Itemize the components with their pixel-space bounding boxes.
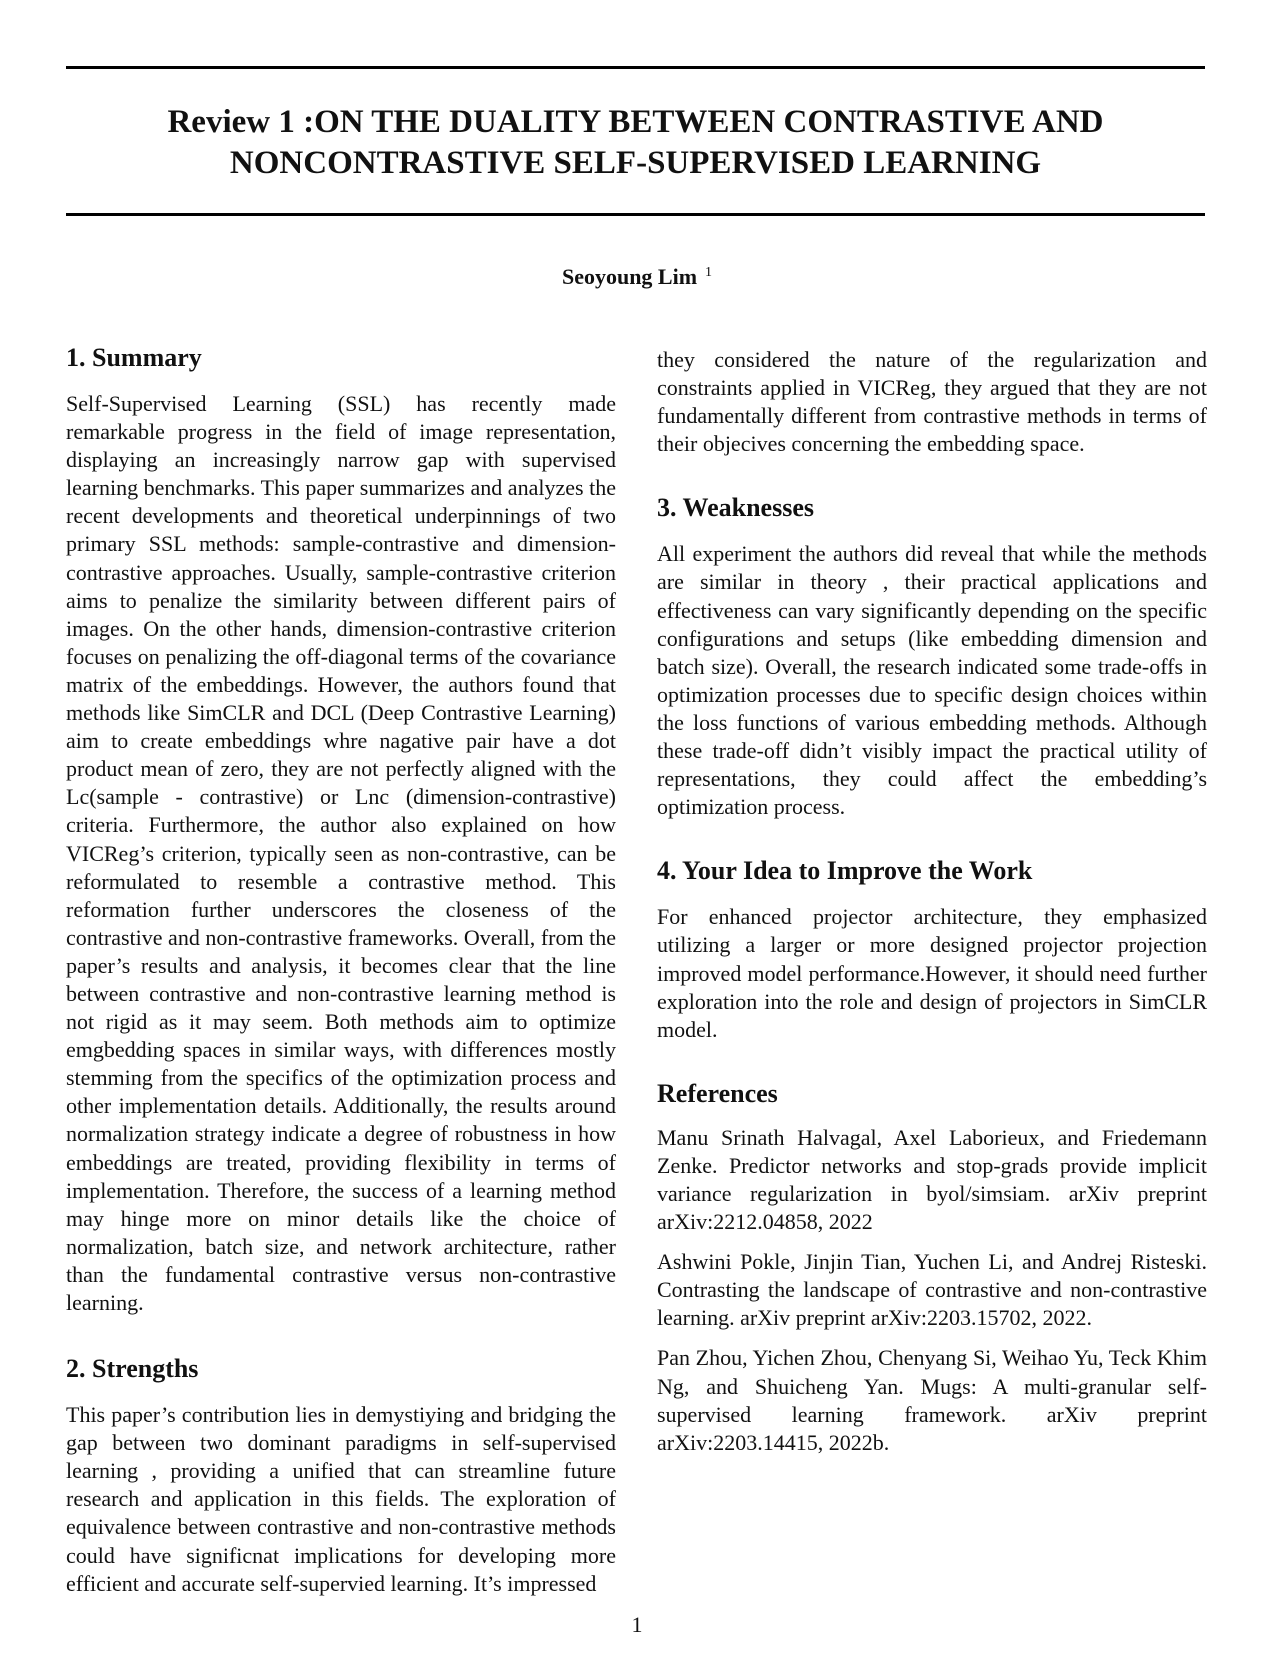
strengths-heading: 2. Strengths [66,1354,199,1384]
author-line [0,264,1274,290]
idea-heading: 4. Your Idea to Improve the Work [657,856,1033,886]
summary-heading: 1. Summary [66,343,202,372]
idea-body: For enhanced projector architecture, they emphasized utilizing a larger or more designed projector projection improved model performance.However, it should need further exploration into the role and design of projectors in SimCLR model. [657,904,1207,1042]
page-number: 1 [631,1612,643,1637]
title-line-1: Review 1 :ON THE DUALITY BETWEEN CONTRASTIVE AND [167,104,1104,140]
right-column [657,346,1207,1469]
strengths-body-continued: they considered the nature of the regularization and constraints applied in VICReg, they argued that they are not fundamentally different from contrastive methods in terms of their objecives concerning the embedding space. [657,347,1207,457]
title-line-2: NONCONTRASTIVE SELF-SUPERVISED LEARNING [229,145,1042,181]
reference-item: Manu Srinath Halvagal, Axel Laborieux, and Friedemann Zenke. Predictor networks and stop-grads provide implicit variance regularization in byol/simsiam. arXiv preprint arXiv:2212.04858, 2022 [657,1124,1207,1235]
author-affiliation-mark: 1 [705,264,713,280]
paper-title [66,102,1205,184]
weaknesses-heading: 3. Weaknesses [657,493,814,523]
reference-item: Pan Zhou, Yichen Zhou, Chenyang Si, Weihao Yu, Teck Khim Ng, and Shuicheng Yan. Mugs: A multi-granular self-supervised learning framework. arXiv preprint arXiv:2203.14415, 2022b. [657,1345,1207,1455]
top-rule [66,66,1205,69]
author-name: Seoyoung Lim [561,264,698,289]
strengths-body: This paper’s contribution lies in demystiying and bridging the gap between two dominant paradigms in self-supervised learning , providing a unified that can streamline future research and application in this fields. The exploration of equivalence between contrastive and non-contrastive methods could have significnat implications for developing more efficient and accurate self-supervied learning. It’s impressed [66,1402,616,1596]
references-heading: References [657,1078,778,1108]
reference-item: Ashwini Pokle, Jinjin Tian, Yuchen Li, and Andrej Risteski. Contrasting the landscape of contrastive and non-contrastive learning. arXiv preprint arXiv:2203.15702, 2022. [657,1249,1207,1331]
summary-body: Self-Supervised Learning (SSL) has recently made remarkable progress in the field of image representation, displaying an increasingly narrow gap with supervised learning benchmarks. This paper summarizes and analyzes the recent developments and theoretical underpinnings of two primary SSL methods: sample-contrastive and dimension-contrastive approaches. Usually, sample-contrastive criterion aims to penalize the similarity between different pairs of images. On the other hands, dimension-contrastive criterion focuses on penalizing the off-diagonal terms of the covariance matrix of the embeddings. However, the authors found that methods like SimCLR and DCL (Deep Contrastive Learning) aim to create embeddings whre nagative pair have a dot product mean of zero, they are not perfectly aligned with the Lc(sample - contrastive) or Lnc (dimension-contrastive) criteria. Furthermore, the author also explained on how VICReg’s criterion, typically seen as non-contrastive, can be reformulated to resemble a contrastive method. This reformation further underscores the closeness of the contrastive and non-contrastive frameworks. Overall, from the paper’s results and analysis, it becomes clear that the line between contrastive and non-contrastive learning method is not rigid as it may seem. Both methods aim to optimize emgbedding spaces in similar ways, with differences mostly stemming from the specifics of the optimization process and other implementation details. Additionally, the results around normalization strategy indicate a degree of robustness in how embeddings are treated, providing flexibility in terms of implementation. Therefore, the success of a learning method may hinge more on minor details like the choice of normalization, batch size, and network architecture, rather than the fundamental contrastive versus non-contrastive learning. [66,391,616,1315]
weaknesses-body: All experiment the authors did reveal that while the methods are similar in theory , their practical applications and effectiveness can vary significantly depending on the specific configurations and setups (like embedding dimension and batch size). Overall, the research indicated some trade-offs in optimization processes due to specific design choices within the loss functions of various embedding methods. Although these trade-off didn’t visibly impact the practical utility of representations, they could affect the embedding’s optimization process. [657,541,1207,820]
left-column [66,342,616,1598]
bottom-title-rule [66,213,1205,216]
